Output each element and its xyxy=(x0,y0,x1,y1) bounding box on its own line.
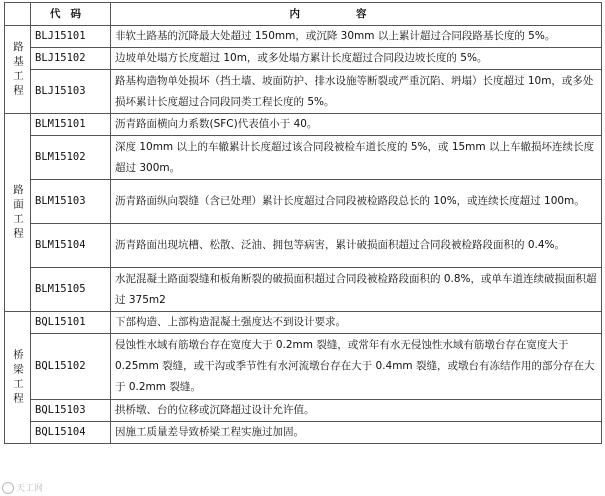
table-row xyxy=(5,48,602,70)
table-row xyxy=(5,312,602,334)
header-code: 代码 xyxy=(31,3,111,26)
content-cell xyxy=(111,48,602,70)
table-body xyxy=(5,26,602,444)
table-row xyxy=(5,136,602,180)
content-text: 边坡单处塌方长度超过 10m，或多处塌方累计长度超过合同段边坡长度的 5%。 xyxy=(115,52,488,64)
content-text: 深度 10mm 以上的车辙累计长度超过该合同段被检车道长度的 5%，或 15mm 以上车辙损坏连续长度超过 300m。 xyxy=(115,140,594,174)
content-cell xyxy=(111,422,602,444)
code-cell: BLM15104 xyxy=(31,224,111,268)
table-row xyxy=(5,180,602,224)
content-cell xyxy=(111,180,602,224)
content-cell xyxy=(111,268,602,312)
table-row xyxy=(5,224,602,268)
code-cell: BQL15101 xyxy=(31,312,111,334)
code-cell: BLJ15102 xyxy=(31,48,111,70)
content-cell xyxy=(111,312,602,334)
header-blank xyxy=(5,3,31,26)
code-cell: BLM15103 xyxy=(31,180,111,224)
table-row xyxy=(5,70,602,114)
table-row xyxy=(5,268,602,312)
code-cell: BQL15102 xyxy=(31,334,111,400)
table-row xyxy=(5,422,602,444)
content-text: 因施工质量差导致桥梁工程实施过加固。 xyxy=(115,426,304,438)
code-cell: BLM15105 xyxy=(31,268,111,312)
code-cell: BLJ15101 xyxy=(31,26,111,48)
content-text: 沥青路面纵向裂缝（含已处理）累计长度超过合同段被检路段总长的 10%，或连续长度超过 100m。 xyxy=(115,195,585,207)
content-cell xyxy=(111,136,602,180)
content-text: 侵蚀性水域有筋墩台存在宽度大于 0.2mm 裂缝，或常年有水无侵蚀性水域有筋墩台存在宽度大于 0.25mm 裂缝，或干沟或季节性有水河流墩台存在大于 0.4mm 裂缝，或墩台有冻结作用的部分存在大于 0.2mm 裂缝。 xyxy=(115,339,595,393)
content-cell xyxy=(111,70,602,114)
table-header-row xyxy=(5,3,602,26)
table-row xyxy=(5,114,602,136)
table-row xyxy=(5,334,602,400)
table-row xyxy=(5,26,602,48)
content-cell xyxy=(111,26,602,48)
watermark-text: 天工网 xyxy=(16,484,44,494)
code-cell: BQL15104 xyxy=(31,422,111,444)
content-text: 水泥混凝土路面裂缝和板角断裂的破损面积超过合同段被检路段面积的 0.8%，或单车道连续破损面积超过 375m2 xyxy=(115,272,597,306)
content-text: 下部构造、上部构造混凝土强度达不到设计要求。 xyxy=(115,316,346,328)
content-cell xyxy=(111,334,602,400)
content-cell xyxy=(111,114,602,136)
code-cell: BLM15102 xyxy=(31,136,111,180)
header-content: 内容 xyxy=(111,3,602,26)
category-cell: 路面工程 xyxy=(5,114,31,312)
code-cell: BLJ15103 xyxy=(31,70,111,114)
table-row xyxy=(5,400,602,422)
category-cell: 桥梁工程 xyxy=(5,312,31,444)
content-cell xyxy=(111,224,602,268)
content-text: 沥青路面出现坑槽、松散、泛油、拥包等病害，累计破损面积超过合同段被检路段面积的 0.4%。 xyxy=(115,239,566,251)
content-text: 路基构造物单处损坏（挡土墙、坡面防护、排水设施等断裂或严重沉陷、坍塌）长度超过 10m，或多处损坏累计长度超过合同段同类工程长度的 5%。 xyxy=(115,74,594,108)
content-text: 非软土路基的沉降最大处超过 150mm，或沉降 30mm 以上累计超过合同段路基长度的 5%。 xyxy=(115,30,556,42)
quality-defect-table xyxy=(4,2,602,444)
content-text: 沥青路面横向力系数(SFC)代表值小于 40。 xyxy=(115,118,318,130)
content-text: 拱桥墩、台的位移或沉降超过设计允许值。 xyxy=(115,404,315,416)
code-cell: BQL15103 xyxy=(31,400,111,422)
watermark-logo-icon xyxy=(2,482,14,494)
category-cell: 路基工程 xyxy=(5,26,31,114)
code-cell: BLM15101 xyxy=(31,114,111,136)
watermark xyxy=(2,481,43,494)
content-cell xyxy=(111,400,602,422)
